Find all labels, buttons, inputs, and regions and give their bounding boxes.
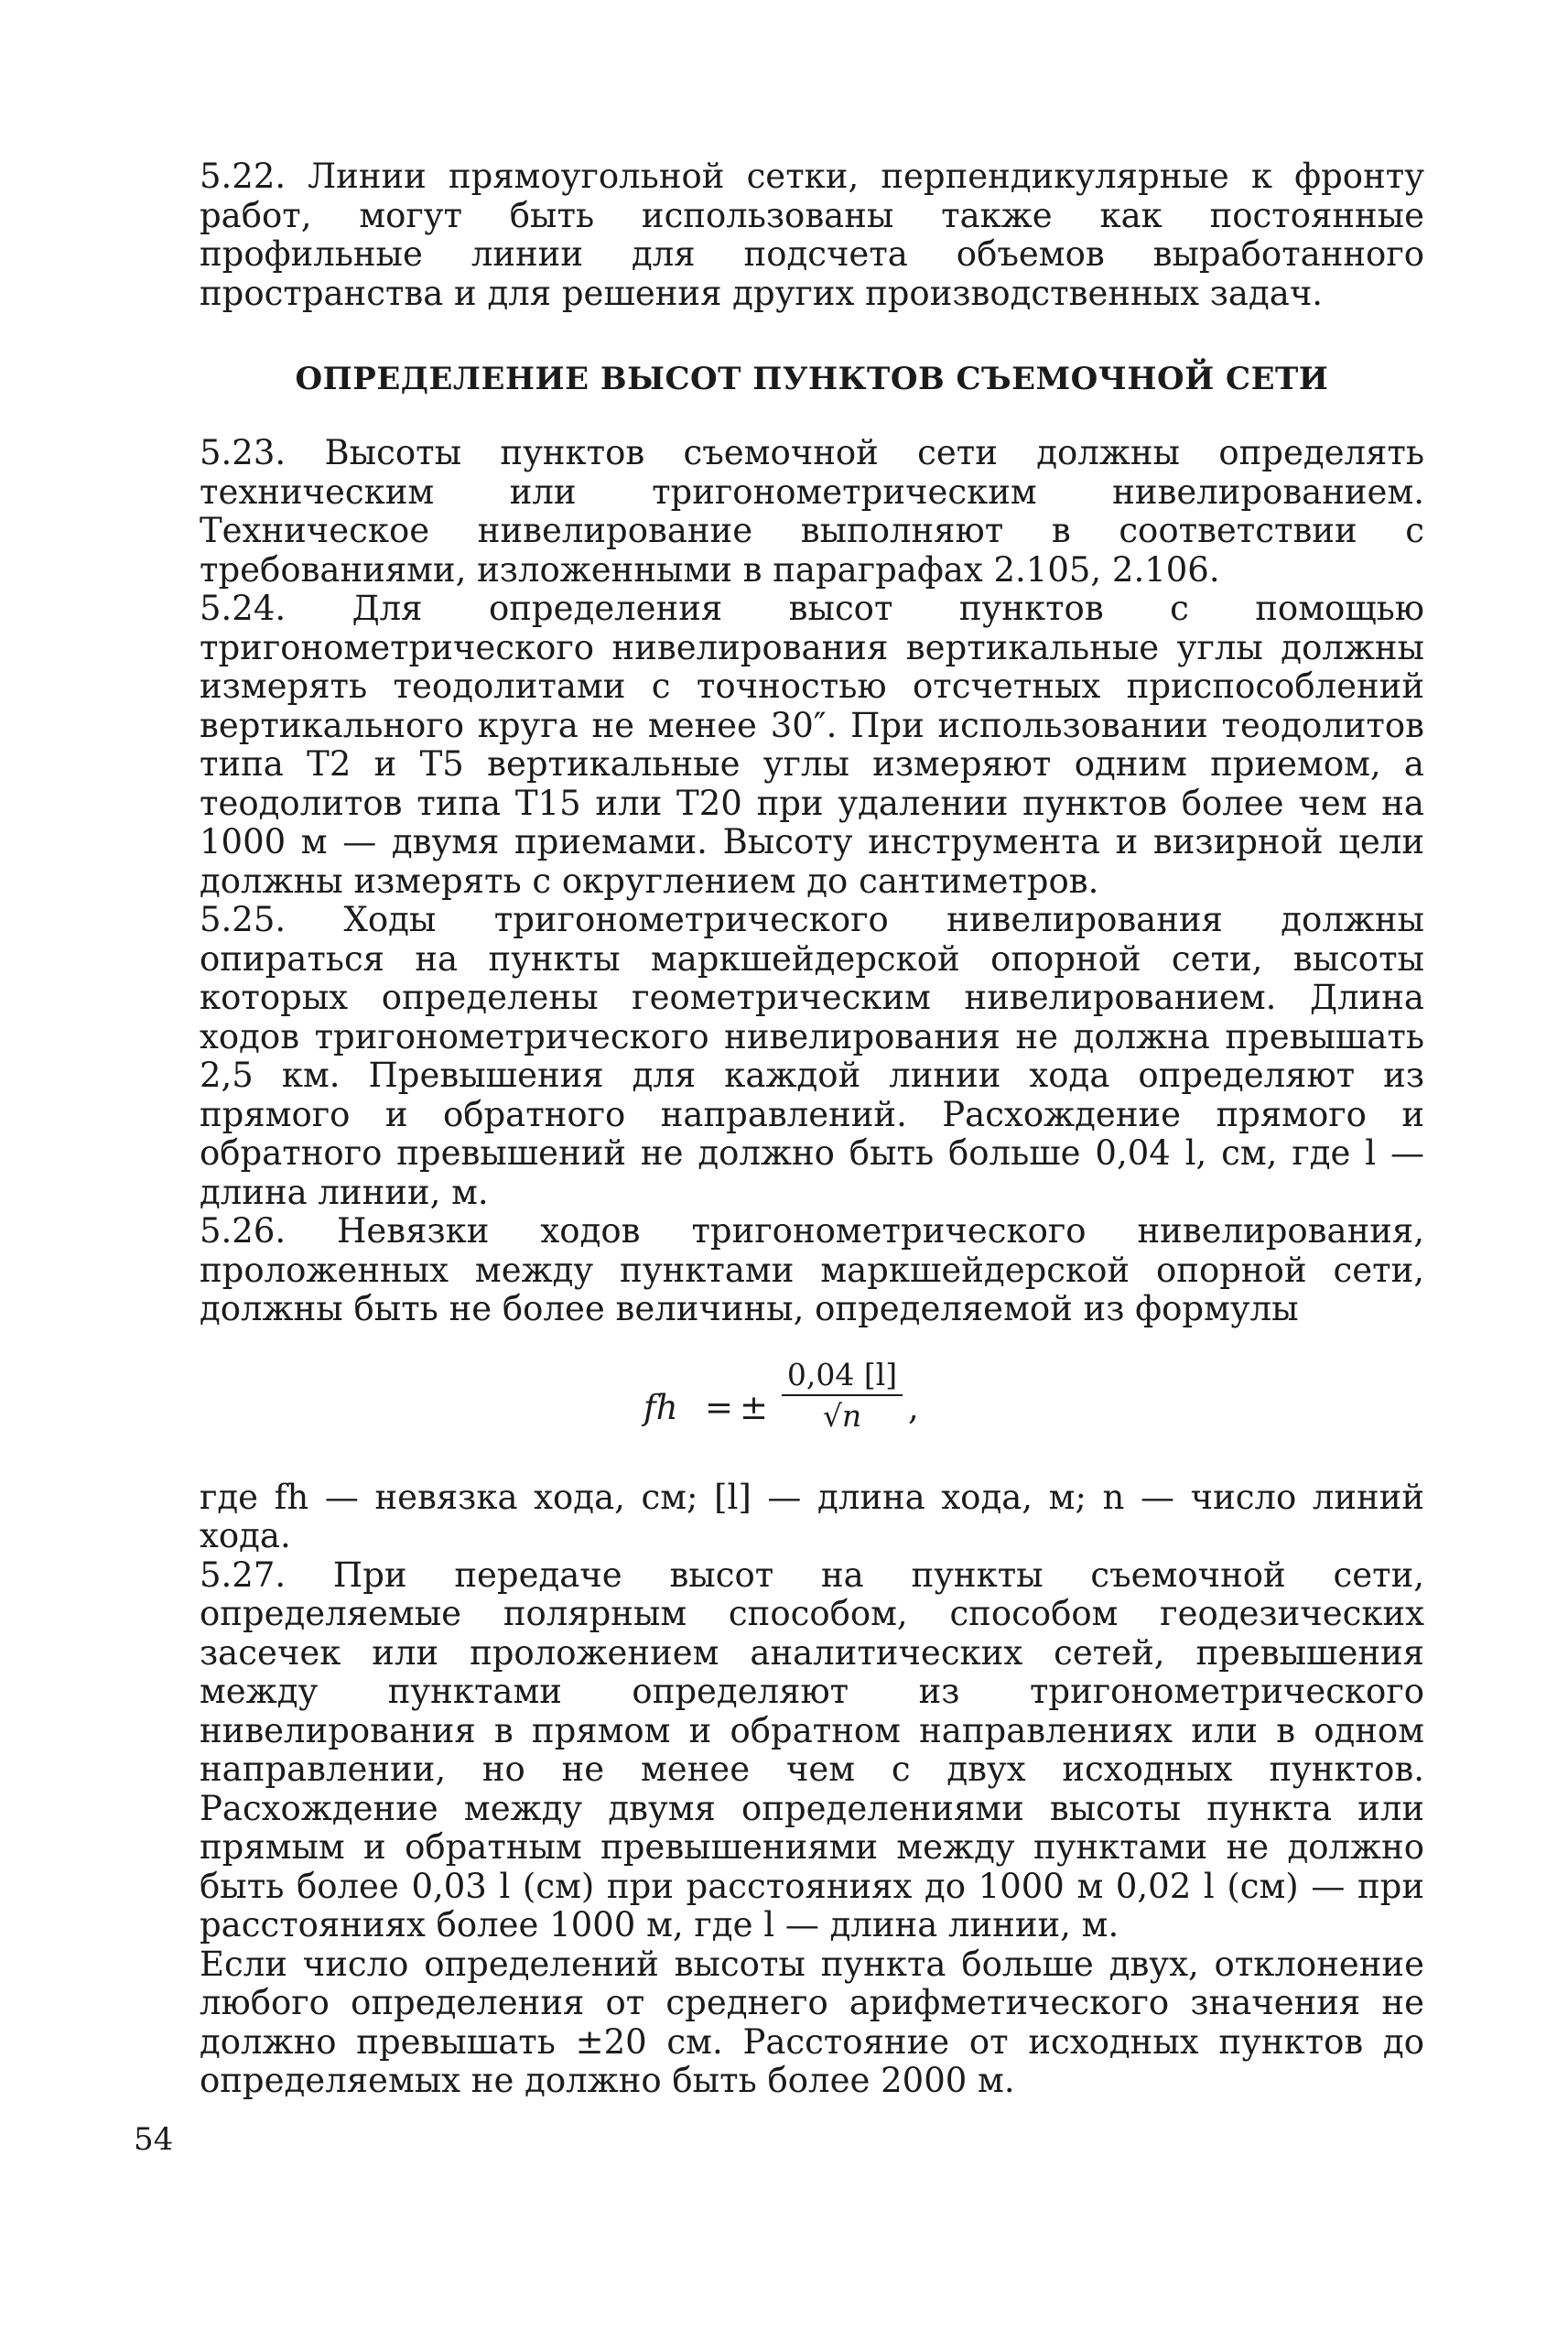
paragraph-5-26: 5.26. Невязки ходов тригонометрического нивелирования, проложенных между пунктами маркшейдерской опорной сети, должны быть не более величины, определяемой из формулы [200,1211,1424,1328]
misclosure-formula [200,1353,1424,1468]
paragraph-5-22: 5.22. Линии прямоугольной сетки, перпендикулярные к фронту работ, могут быть использованы также как постоянные профильные линии для подсчета объемов выработанного пространства и для решения других производственных задач. [200,157,1424,313]
formula-fraction [782,1357,903,1434]
formula-denominator: √n [822,1397,862,1434]
formula-plus-minus: ± [740,1387,769,1427]
paragraph-5-23: 5.23. Высоты пунктов съемочной сети должны определять техническим или тригонометрическим нивелированием. Техническое нивелирование выполняют в соответствии с требованиями, изложенными в параграфах 2.105, 2.106. [200,433,1424,590]
formula-comma: , [908,1387,919,1427]
page-number: 54 [134,2121,174,2158]
formula-explanation: где fh — невязка хода, см; [l] — длина хода, м; n — число линий хода. [200,1477,1424,1555]
formula-numerator: 0,04 [l] [782,1357,903,1396]
paragraph-5-24: 5.24. Для определения высот пунктов с помощью тригонометрического нивелирования вертикальные углы должны измерять теодолитами с точностью отсчетных приспособлений вертикального круга не менее 30″. При использовании теодолитов типа Т2 и Т5 вертикальные углы измеряют одним приемом, а теодолитов типа Т15 или Т20 при удалении пунктов более чем на 1000 м — двумя приемами. Высоту инструмента и визирной цели должны измерять с округлением до сантиметров. [200,589,1424,901]
formula-lhs: fh [643,1387,678,1427]
paragraph-5-27: 5.27. При передаче высот на пункты съемочной сети, определяемые полярным способом, способом геодезических засечек или проложением аналитических сетей, превышения между пунктами определяют из тригонометрического нивелирования в прямом и обратном направлениях или в одном направлении, но не менее чем с двух исходных пунктов. Расхождение между двумя определениями высоты пункта или прямым и обратным превышениями между пунктами не должно быть более 0,03 l (см) при расстояниях до 1000 м 0,02 l (см) — при расстояниях более 1000 м, где l — длина линии, м. [200,1554,1424,1944]
paragraph-5-27-continued: Если число определений высоты пункта больше двух, отклонение любого определения от среднего арифметического значения не должно превышать ±20 см. Расстояние от исходных пунктов до определяемых не должно быть более 2000 м. [200,1944,1424,2100]
paragraph-5-25: 5.25. Ходы тригонометрического нивелирования должны опираться на пункты маркшейдерской опорной сети, высоты которых определены геометрическим нивелированием. Длина ходов тригонометрического нивелирования не должна превышать 2,5 км. Превышения для каждой линии хода определяют из прямого и обратного направлений. Расхождение прямого и обратного превышений не должно быть больше 0,04 l, см, где l — длина линии, м. [200,900,1424,1212]
section-heading: ОПРЕДЕЛЕНИЕ ВЫСОТ ПУНКТОВ СЪЕМОЧНОЙ СЕТИ [295,361,1329,397]
formula-equals: = [705,1387,734,1427]
page-body [200,157,1424,2101]
